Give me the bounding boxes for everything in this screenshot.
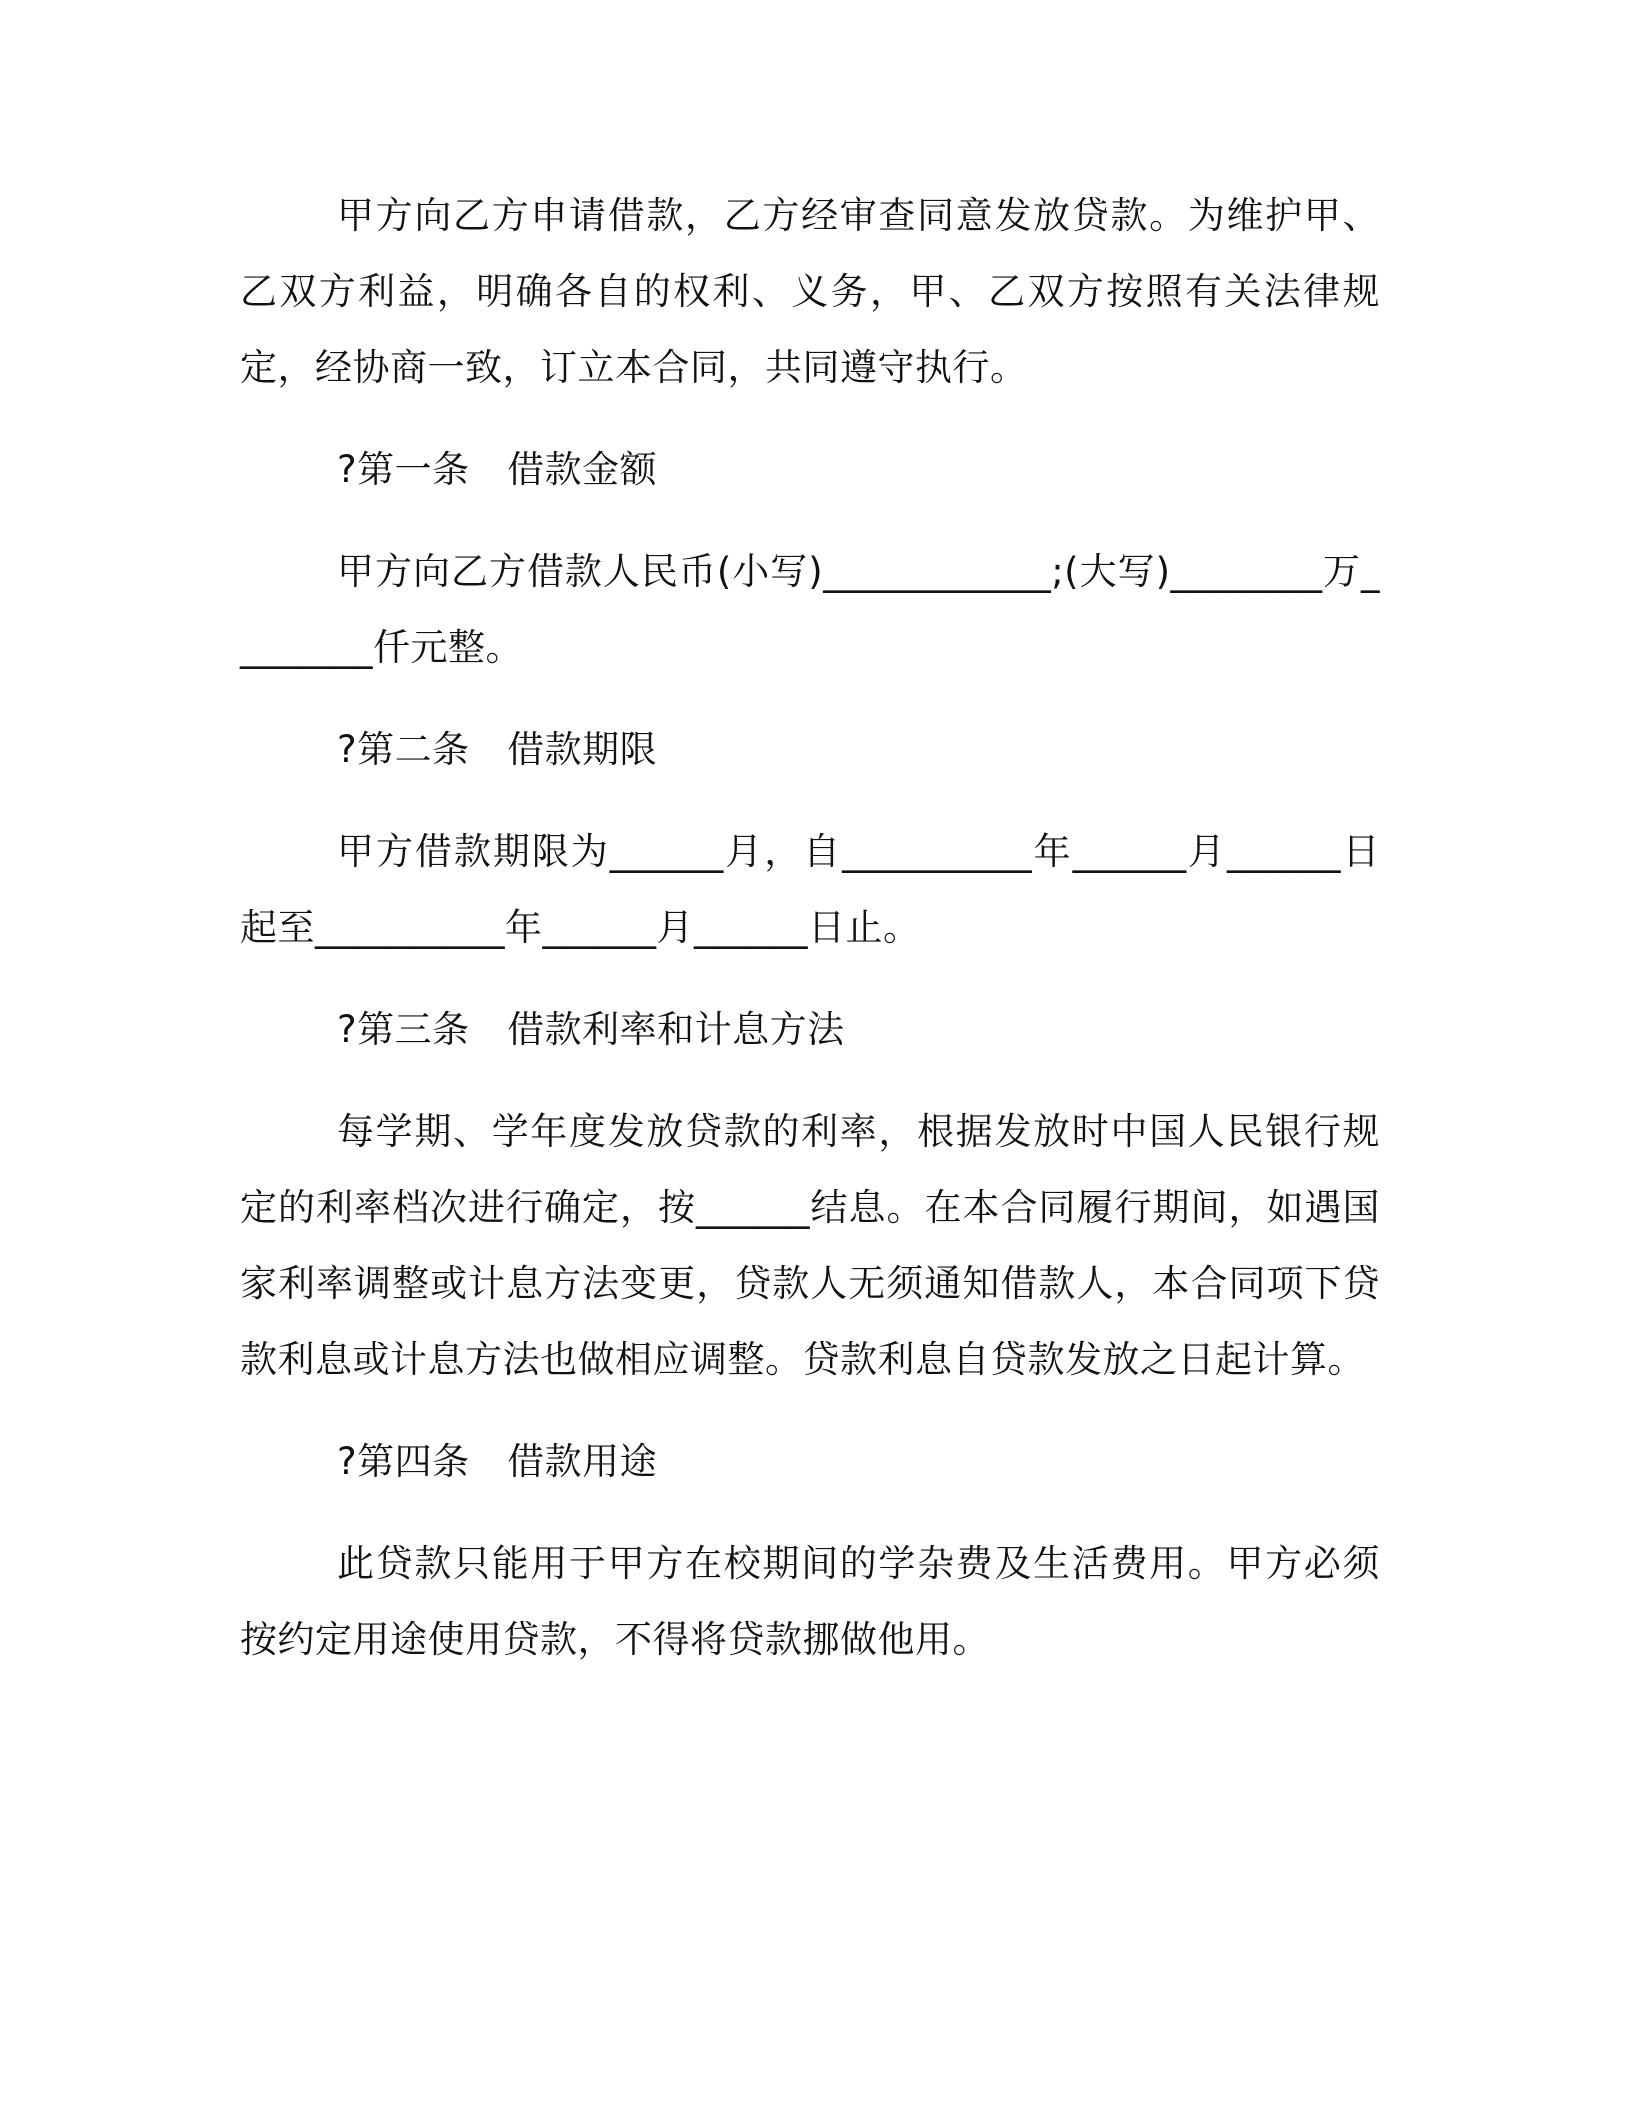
article-1-body: 甲方向乙方借款人民币(小写)____________;(大写)________万________仟元整。 [240, 550, 1380, 669]
document-body [240, 178, 1380, 1704]
article-2-heading: ?第二条 借款期限 [337, 728, 658, 771]
article-3-heading: ?第三条 借款利率和计息方法 [337, 1008, 845, 1051]
article-4-body: 此贷款只能用于甲方在校期间的学杂费及生活费用。甲方必须按约定用途使用贷款，不得将贷款挪做他用。 [240, 1542, 1380, 1661]
intro-paragraph: 甲方向乙方申请借款，乙方经审查同意发放贷款。为维护甲、乙双方利益，明确各自的权利、义务，甲、乙双方按照有关法律规定，经协商一致，订立本合同，共同遵守执行。 [240, 194, 1380, 389]
article-1-heading: ?第一条 借款金额 [337, 448, 658, 491]
article-4-heading: ?第四条 借款用途 [337, 1440, 658, 1483]
article-2-body: 甲方借款期限为______月，自__________年______月______日起至__________年______月______日止。 [240, 830, 1380, 949]
article-3-body: 每学期、学年度发放贷款的利率，根据发放时中国人民银行规定的利率档次进行确定，按______结息。在本合同履行期间，如遇国家利率调整或计息方法变更，贷款人无须通知借款人，本合同项下贷款利息或计息方法也做相应调整。贷款利息自贷款发放之日起计算。 [240, 1110, 1380, 1381]
